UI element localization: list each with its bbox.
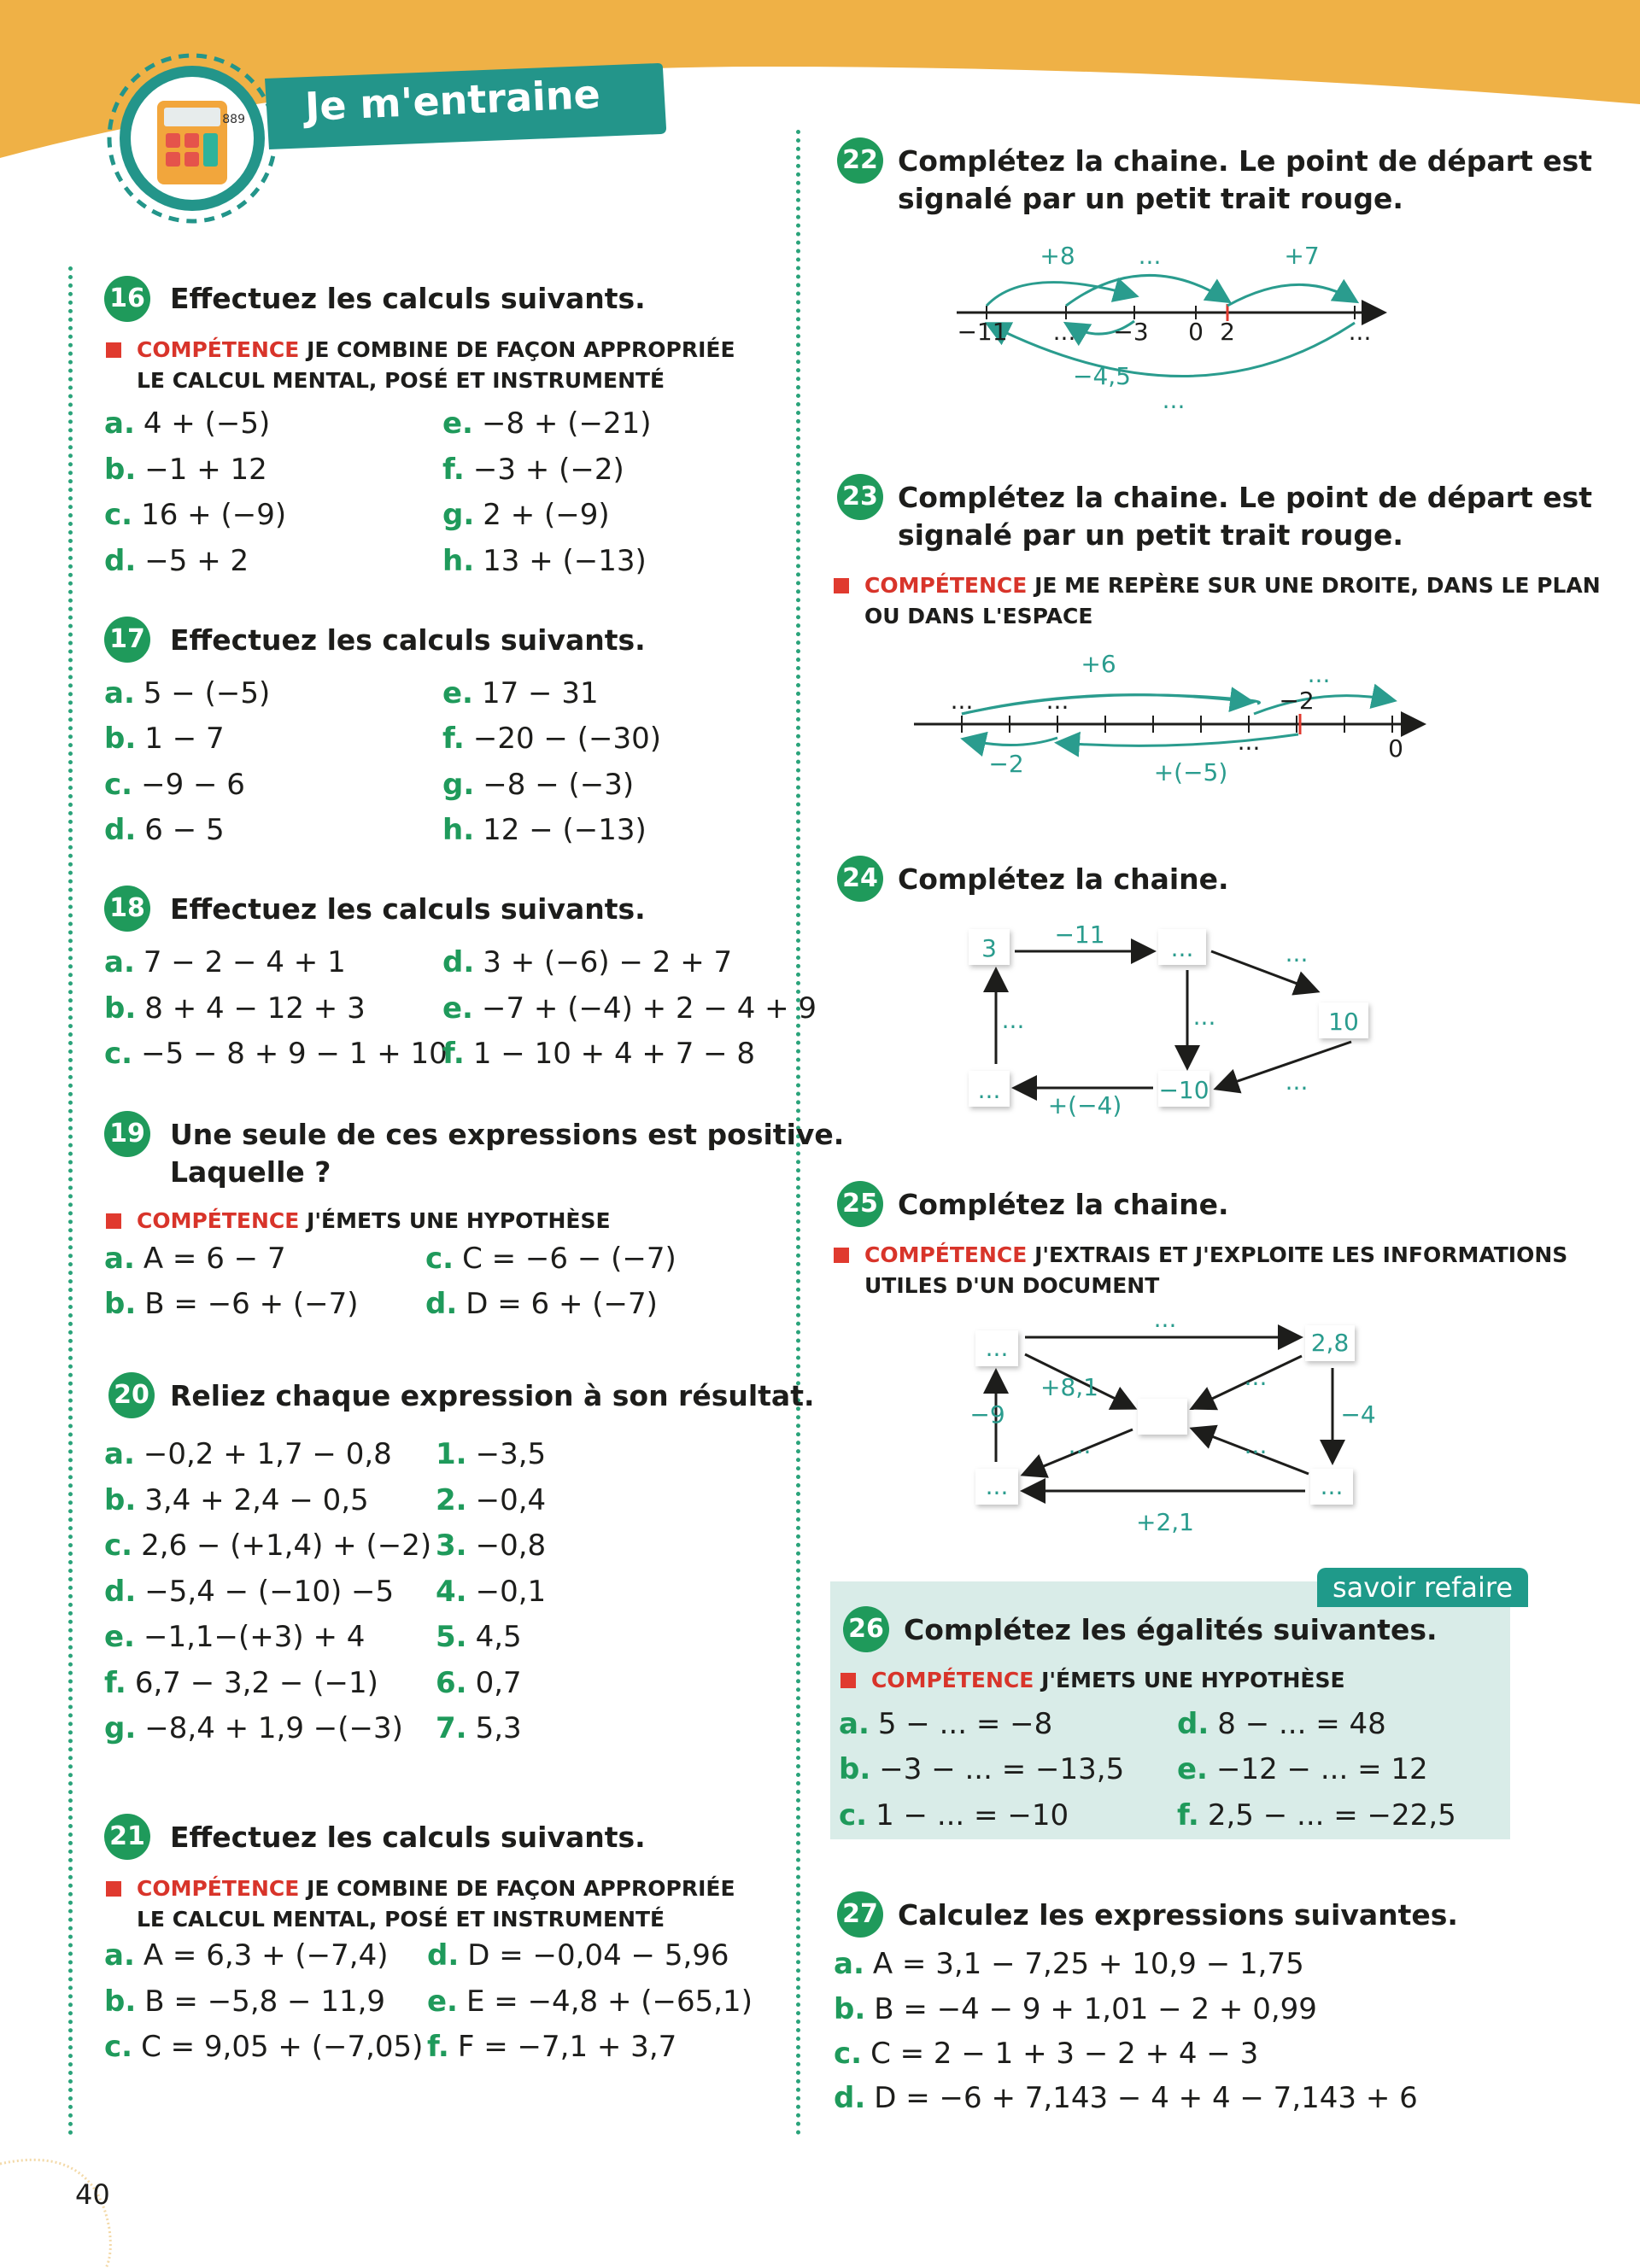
calc-item — [104, 1035, 448, 1073]
exercise-title: Reliez chaque expression à son résultat. — [170, 1379, 815, 1412]
axis-label: −3 — [1113, 318, 1149, 346]
exercise-number: 24 — [837, 856, 883, 902]
item-text: 2 + (−9) — [483, 498, 610, 532]
edge-label: ... — [1244, 1431, 1268, 1459]
calc-item — [442, 944, 732, 981]
item-letter: a. — [839, 1707, 870, 1741]
item-text: 1 − ... = −10 — [876, 1798, 1069, 1833]
number-line-22 — [940, 232, 1401, 429]
expression-item — [834, 2079, 1418, 2117]
competence-keyword: COMPÉTENCE — [137, 1208, 300, 1233]
item-letter: f. — [1177, 1798, 1199, 1833]
expression-item — [834, 2035, 1258, 2072]
item-text: D = 6 + (−7) — [466, 1287, 658, 1321]
exercise-title: signalé par un petit trait rouge. — [898, 518, 1403, 552]
result-item — [436, 1527, 546, 1564]
competence-square — [840, 1673, 856, 1688]
item-letter: e. — [442, 991, 473, 1026]
item-text: −5,4 − (−10) −5 — [144, 1575, 395, 1609]
item-text: C = 9,05 + (−7,05) — [141, 2030, 424, 2064]
item-letter: 4. — [436, 1575, 467, 1609]
calc-item — [104, 1937, 389, 1974]
item-letter: 1. — [436, 1437, 467, 1471]
item-text: 5 − (−5) — [143, 676, 271, 710]
item-text: B = −6 + (−7) — [144, 1287, 359, 1321]
edge-label: +(−4) — [1047, 1091, 1122, 1119]
arrow-label: ... — [1307, 660, 1331, 688]
calc-item — [425, 1240, 676, 1277]
item-letter: 2. — [436, 1483, 467, 1517]
expression-item — [834, 1945, 1304, 1983]
result-item — [436, 1573, 546, 1610]
edge-label: −9 — [969, 1400, 1005, 1429]
item-letter: a. — [104, 1437, 135, 1471]
exercise-number: 17 — [104, 617, 150, 663]
arrow-label: +8 — [1040, 242, 1075, 270]
chain-node: −10 — [1158, 1076, 1210, 1104]
item-text: −12 − ... = 12 — [1215, 1752, 1428, 1786]
item-text: 13 + (−13) — [483, 544, 647, 578]
edge-label: ... — [1285, 1067, 1309, 1096]
axis-label: 0 — [1188, 318, 1204, 346]
item-letter: f. — [442, 722, 465, 756]
arrow-label: ... — [1162, 386, 1186, 414]
item-letter: f. — [442, 1037, 465, 1071]
item-text: A = 6 − 7 — [143, 1242, 286, 1276]
axis-label: ... — [1348, 318, 1372, 346]
axis-label: 0 — [1388, 734, 1403, 763]
exercise-title: Laquelle ? — [170, 1155, 331, 1189]
exercise-number: 26 — [843, 1606, 889, 1652]
exercise-number: 20 — [108, 1372, 155, 1418]
calc-item — [104, 766, 245, 804]
calc-item — [104, 496, 286, 534]
item-text: 2,6 − (+1,4) + (−2) — [141, 1529, 432, 1563]
item-letter: c. — [104, 1037, 133, 1071]
item-letter: d. — [1177, 1707, 1210, 1741]
item-letter: e. — [442, 406, 473, 441]
item-text: 5 − ... = −8 — [877, 1707, 1053, 1741]
exercise-number: 16 — [104, 276, 150, 322]
item-letter: c. — [104, 498, 133, 532]
item-letter: a. — [104, 945, 135, 979]
item-letter: 5. — [436, 1620, 467, 1654]
calc-item — [104, 451, 267, 488]
item-text: −9 − 6 — [141, 768, 245, 802]
item-text: 3 + (−6) − 2 + 7 — [483, 945, 733, 979]
item-text: F = −7,1 + 3,7 — [457, 2030, 677, 2064]
page-number: 40 — [75, 2178, 110, 2211]
item-text: −5 + 2 — [144, 544, 249, 578]
edge-label: +8,1 — [1040, 1373, 1098, 1401]
edge-label: ... — [1192, 1002, 1216, 1031]
chain-diagram-25b — [957, 1306, 1401, 1546]
item-text: 6,7 − 3,2 − (−1) — [134, 1666, 378, 1700]
competence-text: J'ÉMETS UNE HYPOTHÈSE — [307, 1208, 611, 1233]
item-letter: b. — [104, 991, 137, 1026]
calc-item — [442, 405, 652, 442]
item-letter: b. — [104, 453, 137, 487]
item-letter: 7. — [436, 1711, 467, 1745]
calc-item — [425, 1285, 658, 1323]
item-letter: 3. — [436, 1529, 467, 1563]
calc-item — [104, 1285, 359, 1323]
edge-label: +2,1 — [1136, 1508, 1194, 1536]
exercise-title: Une seule de ces expressions est positive. — [170, 1118, 845, 1151]
savoir-refaire-tag: savoir refaire — [1317, 1568, 1528, 1607]
item-letter: e. — [427, 1984, 458, 2019]
exercise-title: Effectuez les calculs suivants. — [170, 623, 646, 657]
axis-label: −2 — [1279, 687, 1315, 715]
chain-node: ... — [985, 1334, 1009, 1362]
item-text: 7 − 2 − 4 + 1 — [143, 945, 346, 979]
equality-item — [1177, 1705, 1386, 1743]
item-letter: h. — [442, 813, 475, 847]
competence-line: LE CALCUL MENTAL, POSÉ ET INSTRUMENTÉ — [137, 368, 665, 393]
competence-line: LE CALCUL MENTAL, POSÉ ET INSTRUMENTÉ — [137, 1907, 665, 1932]
arrow-label: +7 — [1284, 242, 1320, 270]
arrow-label: +6 — [1081, 650, 1116, 678]
item-letter: d. — [427, 1938, 460, 1973]
expression-item — [104, 1618, 365, 1656]
exercise-title: Complétez la chaine. Le point de départ est — [898, 144, 1593, 178]
item-text: −0,2 + 1,7 − 0,8 — [143, 1437, 392, 1471]
exercise-title: Complétez les égalités suivantes. — [904, 1613, 1438, 1646]
arrow-label: ... — [1138, 242, 1162, 270]
edge-label: ... — [1244, 1363, 1268, 1391]
edge-label: −11 — [1054, 921, 1105, 949]
item-letter: b. — [104, 1287, 137, 1321]
item-letter: c. — [104, 768, 133, 802]
item-letter: a. — [104, 1938, 135, 1973]
competence-line: UTILES D'UN DOCUMENT — [864, 1273, 1160, 1298]
competence-square — [106, 1881, 121, 1897]
competence-square — [834, 578, 849, 593]
chain-node: ... — [977, 1076, 1001, 1104]
exercise-title: Complétez la chaine. — [898, 862, 1229, 896]
competence-text: J'ÉMETS UNE HYPOTHÈSE — [1041, 1668, 1345, 1692]
item-letter: a. — [104, 676, 135, 710]
left-dotted-border — [68, 266, 73, 2136]
edge-label: ... — [1285, 939, 1309, 967]
item-text: −20 − (−30) — [472, 722, 661, 756]
calc-item — [104, 990, 366, 1027]
item-letter: d. — [104, 1575, 137, 1609]
axis-label: ... — [950, 687, 974, 715]
item-text: D = −6 + 7,143 − 4 + 4 − 7,143 + 6 — [874, 2081, 1418, 2115]
expression-item — [104, 1482, 369, 1519]
calc-item — [442, 811, 647, 849]
exercise-number: 19 — [104, 1111, 150, 1157]
competence-square — [834, 1248, 849, 1263]
exercise-title: Complétez la chaine. Le point de départ est — [898, 481, 1593, 514]
competence-keyword: COMPÉTENCE — [137, 337, 300, 362]
exercise-title: signalé par un petit trait rouge. — [898, 182, 1403, 215]
calc-item — [442, 766, 634, 804]
expression-item — [104, 1527, 431, 1564]
equality-item — [1177, 1797, 1456, 1834]
calc-item — [104, 944, 346, 981]
calc-item — [104, 405, 270, 442]
calc-item — [104, 1983, 385, 2020]
chain-node: 10 — [1328, 1008, 1359, 1036]
competence-square — [106, 1213, 121, 1229]
item-text: −0,4 — [475, 1483, 547, 1517]
calc-item — [442, 451, 624, 488]
competence-text: J'EXTRAIS ET J'EXPLOITE LES INFORMATIONS — [1034, 1242, 1568, 1267]
chain-node: 2,8 — [1310, 1329, 1350, 1357]
result-item — [436, 1435, 546, 1473]
item-text: −5 − 8 + 9 − 1 + 10 — [141, 1037, 448, 1071]
calc-item — [104, 2028, 423, 2066]
item-text: B = −5,8 − 11,9 — [144, 1984, 386, 2019]
expression-item — [104, 1573, 394, 1610]
expression-item — [834, 1990, 1317, 2028]
item-text: 6 − 5 — [144, 813, 225, 847]
item-text: 5,3 — [475, 1711, 522, 1745]
result-item — [436, 1618, 522, 1656]
item-letter: e. — [1177, 1752, 1208, 1786]
expression-item — [104, 1710, 403, 1747]
item-text: −3,5 — [475, 1437, 547, 1471]
arrow-label: +(−5) — [1153, 758, 1228, 786]
item-text: B = −4 − 9 + 1,01 − 2 + 0,99 — [874, 1992, 1317, 2026]
calc-item — [442, 496, 610, 534]
exercise-title: Effectuez les calculs suivants. — [170, 282, 646, 315]
item-text: −1,1−(+3) + 4 — [143, 1620, 366, 1654]
item-text: C = 2 − 1 + 3 − 2 + 4 − 3 — [870, 2037, 1259, 2071]
calc-item — [442, 990, 817, 1027]
exercise-number: 25 — [837, 1181, 883, 1227]
item-text: −0,8 — [475, 1529, 547, 1563]
competence-line — [106, 1206, 611, 1236]
item-text: −3 + (−2) — [472, 453, 624, 487]
competence-keyword: COMPÉTENCE — [864, 1242, 1028, 1267]
chain-diagram-24 — [957, 914, 1384, 1136]
arrow-label: −4,5 — [1073, 362, 1131, 390]
item-letter: b. — [834, 1992, 866, 2026]
item-letter: f. — [442, 453, 465, 487]
item-text: −8 − (−3) — [483, 768, 635, 802]
item-letter: c. — [104, 2030, 133, 2064]
result-item — [436, 1664, 522, 1702]
item-text: 1 − 7 — [144, 722, 225, 756]
calc-item — [427, 2028, 676, 2066]
calc-item — [442, 542, 647, 580]
item-text: 8 − ... = 48 — [1217, 1707, 1386, 1741]
item-letter: f. — [104, 1666, 126, 1700]
competence-line — [106, 335, 735, 365]
item-letter: g. — [104, 1711, 137, 1745]
item-letter: d. — [425, 1287, 458, 1321]
exercise-number: 27 — [837, 1891, 883, 1938]
item-letter: d. — [834, 2081, 866, 2115]
competence-line: OU DANS L'ESPACE — [864, 604, 1093, 628]
item-letter: h. — [442, 544, 475, 578]
item-letter: c. — [839, 1798, 868, 1833]
item-letter: d. — [104, 813, 137, 847]
axis-label: ... — [1237, 728, 1261, 756]
item-text: 16 + (−9) — [141, 498, 287, 532]
exercise-number: 23 — [837, 474, 883, 520]
chain-node: ... — [1320, 1472, 1344, 1500]
item-text: 4,5 — [475, 1620, 522, 1654]
item-letter: b. — [104, 722, 137, 756]
calc-item — [104, 1240, 286, 1277]
competence-line — [840, 1665, 1345, 1696]
exercise-number: 22 — [837, 137, 883, 184]
expression-item — [104, 1664, 378, 1702]
chain-node: ... — [1170, 934, 1194, 962]
competence-line — [106, 1873, 735, 1904]
item-letter: b. — [104, 1984, 137, 2019]
competence-keyword: COMPÉTENCE — [871, 1668, 1034, 1692]
item-text: −8 + (−21) — [481, 406, 652, 441]
axis-label: ... — [1046, 687, 1069, 715]
competence-square — [106, 342, 121, 358]
equality-item — [839, 1705, 1052, 1743]
item-text: A = 6,3 + (−7,4) — [143, 1938, 389, 1973]
item-letter: d. — [104, 544, 137, 578]
item-text: E = −4,8 + (−65,1) — [466, 1984, 753, 2019]
exercise-title: Effectuez les calculs suivants. — [170, 1821, 646, 1854]
calc-item — [442, 1035, 755, 1073]
calc-item — [104, 720, 225, 757]
chain-node: 3 — [981, 934, 997, 962]
item-text: −7 + (−4) + 2 − 4 + 9 — [481, 991, 817, 1026]
item-letter: a. — [104, 1242, 135, 1276]
edge-label: ... — [1001, 1006, 1025, 1034]
calc-item — [104, 542, 249, 580]
item-text: 1 − 10 + 4 + 7 − 8 — [472, 1037, 756, 1071]
item-text: 3,4 + 2,4 − 0,5 — [144, 1483, 369, 1517]
expression-item — [104, 1435, 392, 1473]
axis-label: ... — [1052, 318, 1076, 346]
item-letter: b. — [104, 1483, 137, 1517]
item-text: −8,4 + 1,9 −(−3) — [144, 1711, 403, 1745]
item-text: 8 + 4 − 12 + 3 — [144, 991, 366, 1026]
item-letter: d. — [442, 945, 475, 979]
item-letter: c. — [104, 1529, 133, 1563]
item-text: 17 − 31 — [481, 676, 599, 710]
competence-keyword: COMPÉTENCE — [137, 1876, 300, 1901]
competence-text: JE COMBINE DE FAÇON APPROPRIÉE — [307, 337, 735, 362]
calc-item — [427, 1937, 729, 1974]
exercise-number: 21 — [104, 1814, 150, 1860]
number-line-23 — [905, 642, 1435, 804]
equality-item — [839, 1751, 1124, 1788]
calc-item — [104, 675, 270, 712]
competence-keyword: COMPÉTENCE — [864, 573, 1028, 598]
calc-item — [442, 675, 599, 712]
exercise-title: Effectuez les calculs suivants. — [170, 892, 646, 926]
equality-item — [839, 1797, 1069, 1834]
item-text: 2,5 − ... = −22,5 — [1207, 1798, 1456, 1833]
item-letter: c. — [834, 2037, 863, 2071]
competence-text: JE COMBINE DE FAÇON APPROPRIÉE — [307, 1876, 735, 1901]
exercise-number: 18 — [104, 886, 150, 932]
item-letter: g. — [442, 498, 475, 532]
item-letter: 6. — [436, 1666, 467, 1700]
edge-label: ... — [1068, 1431, 1092, 1459]
item-letter: e. — [442, 676, 473, 710]
item-letter: g. — [442, 768, 475, 802]
item-text: C = −6 − (−7) — [462, 1242, 676, 1276]
calc-item — [442, 720, 661, 757]
result-item — [436, 1482, 546, 1519]
edge-label: −4 — [1340, 1400, 1376, 1429]
item-text: 0,7 — [475, 1666, 522, 1700]
exercise-title: Complétez la chaine. — [898, 1188, 1229, 1221]
result-item — [436, 1710, 522, 1747]
exercise-title: Calculez les expressions suivantes. — [898, 1898, 1458, 1932]
item-letter: b. — [839, 1752, 871, 1786]
item-letter: c. — [425, 1242, 454, 1276]
item-text: 4 + (−5) — [143, 406, 271, 441]
chain-node: ... — [985, 1472, 1009, 1500]
item-text: D = −0,04 − 5,96 — [467, 1938, 729, 1973]
item-text: 12 − (−13) — [483, 813, 647, 847]
calc-item — [427, 1983, 753, 2020]
equality-item — [1177, 1751, 1428, 1788]
item-text: A = 3,1 − 7,25 + 10,9 − 1,75 — [872, 1947, 1304, 1981]
item-letter: e. — [104, 1620, 135, 1654]
arrow-label: −2 — [988, 750, 1024, 778]
item-text: −1 + 12 — [144, 453, 267, 487]
item-text: −0,1 — [475, 1575, 547, 1609]
item-letter: f. — [427, 2030, 449, 2064]
calculator-display: 889 — [222, 113, 245, 126]
item-letter: a. — [104, 406, 135, 441]
axis-label: 2 — [1220, 318, 1235, 346]
calc-item — [104, 811, 225, 849]
page-title: Je m'entraine — [304, 70, 601, 130]
corner-decoration — [0, 2135, 137, 2268]
item-letter: a. — [834, 1947, 864, 1981]
axis-label: −11 — [957, 318, 1008, 346]
edge-label: ... — [1153, 1306, 1177, 1333]
competence-text: JE ME REPÈRE SUR UNE DROITE, DANS LE PLAN — [1034, 573, 1601, 598]
competence-line — [834, 1240, 1567, 1271]
competence-line — [834, 570, 1601, 601]
item-text: −3 − ... = −13,5 — [879, 1752, 1125, 1786]
